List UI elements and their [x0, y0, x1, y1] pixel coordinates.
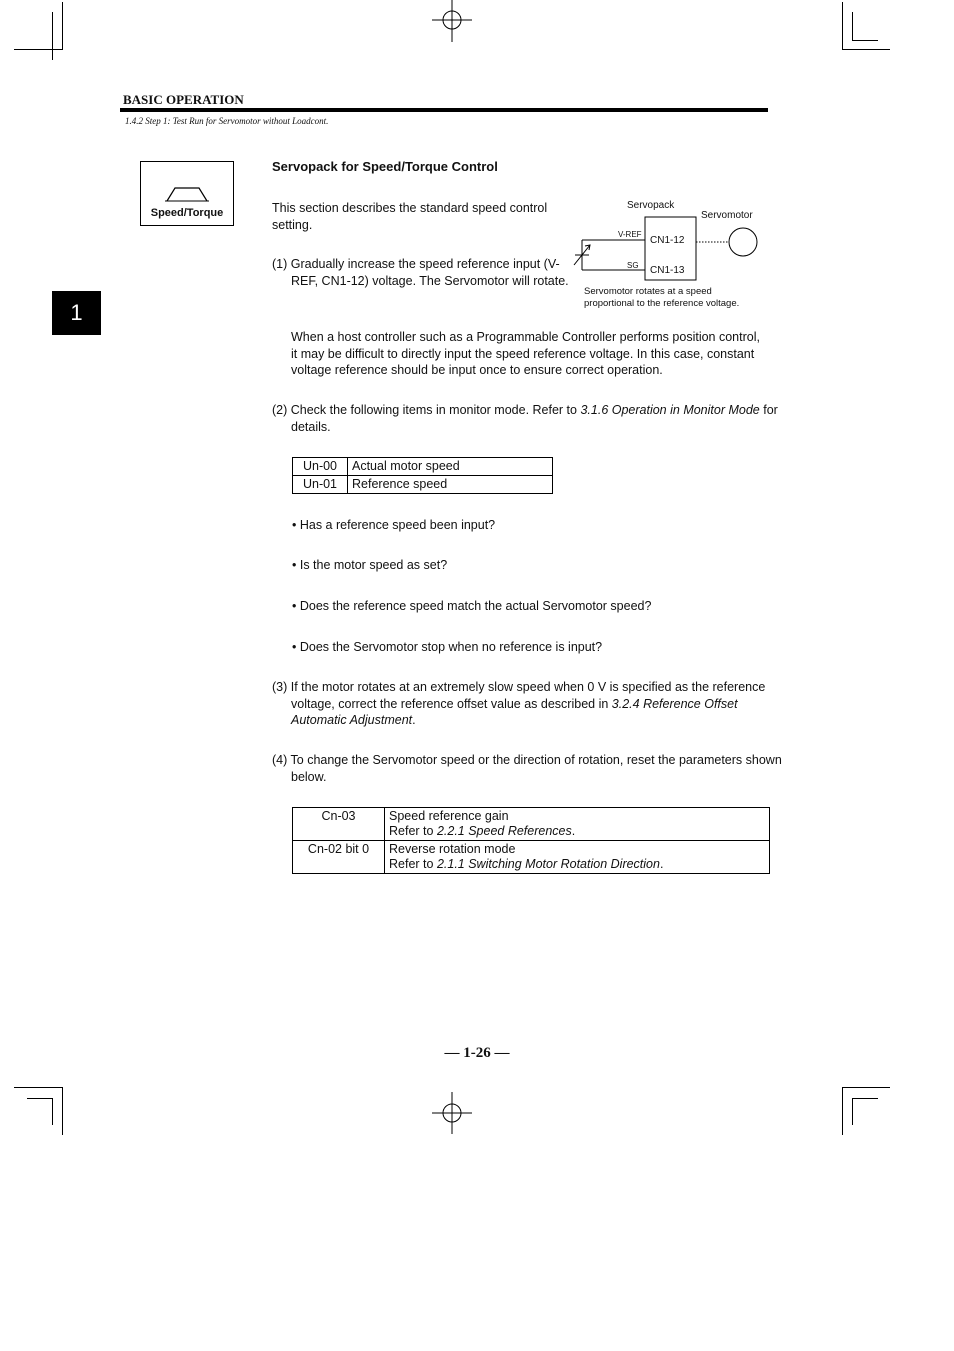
page-number: — 1-26 —: [444, 1045, 510, 1061]
intro-text: This section describes the standard speed control setting.: [272, 201, 548, 232]
table-cell-code: Cn-03: [293, 808, 385, 841]
table-row: [293, 808, 770, 841]
table-cell-code: Un-00: [293, 458, 348, 476]
step-1: (1) Gradually increase the speed reference input (V-REF, CN1-12) voltage. The Servomotor will rotate.: [272, 257, 569, 288]
step-3-text-end: .: [412, 713, 416, 727]
table-row: [293, 476, 553, 494]
param-ref: Refer to 2.2.1 Speed References.: [389, 824, 576, 838]
mode-box: [140, 161, 234, 226]
servopack-label: Servopack: [627, 200, 675, 211]
table-row: [293, 841, 770, 874]
step-2-text-end: for details.: [291, 403, 778, 434]
check-item: • Has a reference speed been input?: [292, 518, 496, 532]
mode-label: Speed/Torque: [150, 207, 224, 219]
table-cell-desc: Actual motor speed: [348, 458, 553, 476]
cn1-12-label: CN1-12: [650, 235, 685, 246]
header-rule: [120, 108, 768, 112]
step-2: [272, 402, 788, 435]
registration-mark-icon: [432, 1092, 472, 1134]
step-2-text: (2) Check the following items in monitor mode. Refer to: [272, 403, 581, 417]
check-item: • Does the Servomotor stop when no reference is input?: [292, 640, 603, 654]
table-cell-desc: [385, 841, 770, 874]
table-cell-desc: Reference speed: [348, 476, 553, 494]
step-4: (4) To change the Servomotor speed or the direction of rotation, reset the parameters shown below.: [272, 753, 782, 784]
step-3-text: (3) If the motor rotates at an extremely slow speed when 0 V is specified as the reference voltage, correct the reference offset value as described in: [272, 680, 766, 711]
diagram-caption-line2: proportional to the reference voltage.: [584, 298, 740, 309]
trapezoid-speed-profile-icon: [165, 186, 209, 202]
servomotor-label: Servomotor: [701, 210, 753, 221]
check-item: • Is the motor speed as set?: [292, 558, 448, 572]
cn1-13-label: CN1-13: [650, 265, 685, 276]
step-2-reference: 3.1.6 Operation in Monitor Mode: [580, 403, 760, 417]
vref-label: V-REF: [618, 230, 642, 239]
note-paragraph: When a host controller such as a Programmable Controller performs position control, it may be difficult to directly input the speed reference voltage. In this case, constant voltage reference should be input once to ensure correct operation.: [291, 330, 760, 377]
param-desc: Speed reference gain: [389, 809, 509, 823]
registration-mark-icon: [432, 0, 472, 42]
servomotor-icon: [729, 228, 757, 256]
param-desc: Reverse rotation mode: [389, 842, 516, 856]
section-title: Servopack for Speed/Torque Control: [272, 159, 498, 174]
header-title: BASIC OPERATION: [123, 92, 244, 107]
table-cell-desc: [385, 808, 770, 841]
step-3-reference: 3.2.4 Reference Offset Automatic Adjustment: [291, 696, 738, 727]
table-cell-code: Un-01: [293, 476, 348, 494]
step-3: [272, 679, 788, 729]
sg-label: SG: [627, 261, 639, 270]
diagram-caption-line1: Servomotor rotates at a speed: [584, 286, 712, 297]
check-item: • Does the reference speed match the actual Servomotor speed?: [292, 599, 652, 613]
param-ref: Refer to 2.1.1 Switching Motor Rotation Direction.: [389, 857, 664, 871]
parameter-table: [292, 807, 770, 874]
chapter-tab: 1: [52, 291, 101, 335]
wiring-diagram: [570, 195, 770, 315]
table-cell-code: Cn-02 bit 0: [293, 841, 385, 874]
header-subtitle: 1.4.2 Step 1: Test Run for Servomotor without Loadcont.: [125, 116, 329, 126]
monitor-table: [292, 457, 553, 494]
table-row: [293, 458, 553, 476]
